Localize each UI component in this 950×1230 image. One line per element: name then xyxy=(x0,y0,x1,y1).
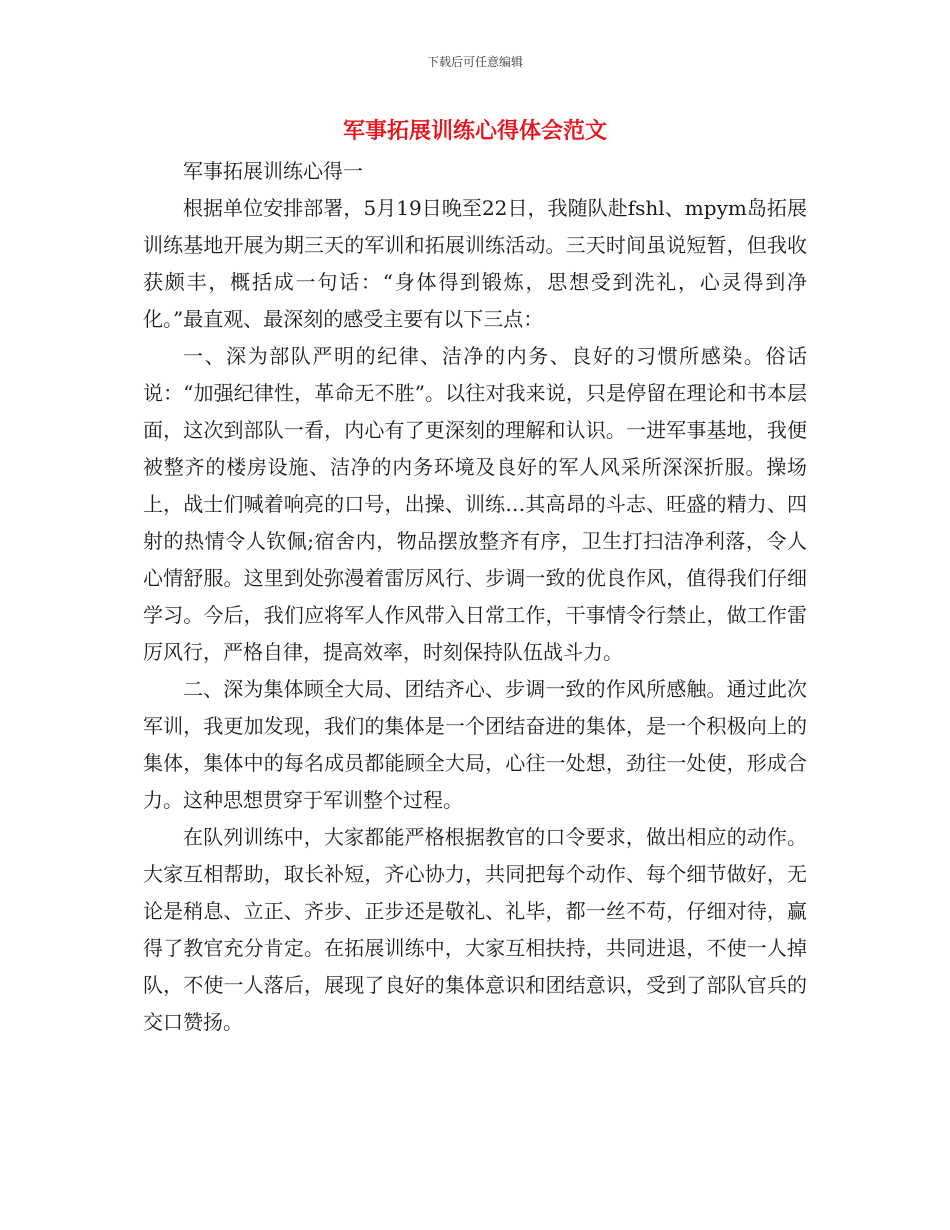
paragraph: 在队列训练中，大家都能严格根据教官的口令要求，做出相应的动作。大家互相帮助，取长补短，齐心协力，共同把每个动作、每个细节做好，无论是稍息、立正、齐步、正步还是敬礼、礼毕，都一丝不苟，仔细对待，赢得了教官充分肯定。在拓展训练中，大家互相扶持，共同进退，不使一人掉队，不使一人落后，展现了良好的集体意识和团结意识，受到了部队官兵的交口赞扬。 xyxy=(143,825,807,1034)
header-note: 下载后可任意编辑 xyxy=(426,55,523,69)
paragraph: 根据单位安排部署，5月19日晚至22日，我随队赴fshl、mpym岛拓展训练基地开展为期三天的军训和拓展训练活动。三天时间虽说短暂，但我收获颇丰，概括成一句话：“身体得到锻炼，思想受到洗礼，心灵得到净化。”最直观、最深刻的感受主要有以下三点： xyxy=(143,196,807,331)
paragraph: 二、深为集体顾全大局、团结齐心、步调一致的作风所感触。通过此次军训，我更加发现，我们的集体是一个团结奋进的集体，是一个积极向上的集体，集体中的每名成员都能顾全大局，心往一处想，劲往一处使，形成合力。这种思想贯穿于军训整个过程。 xyxy=(143,677,807,812)
document-title: 军事拓展训练心得体会范文 xyxy=(342,118,607,144)
document-body xyxy=(143,153,807,1041)
paragraph: 一、深为部队严明的纪律、洁净的内务、良好的习惯所感染。俗话说：“加强纪律性，革命无不胜”。以往对我来说，只是停留在理论和书本层面，这次到部队一看，内心有了更深刻的理解和认识。一进军事基地，我便被整齐的楼房设施、洁净的内务环境及良好的军人风采所深深折服。操场上，战士们喊着响亮的口号，出操、训练…其高昂的斗志、旺盛的精力、四射的热情令人钦佩;宿舍内，物品摆放整齐有序，卫生打扫洁净利落，令人心情舒服。这里到处弥漫着雷厉风行、步调一致的优良作风，值得我们仔细学习。今后，我们应将军人作风带入日常工作，干事情令行禁止，做工作雷厉风行，严格自律，提高效率，时刻保持队伍战斗力。 xyxy=(143,344,807,664)
section-heading: 军事拓展训练心得一 xyxy=(183,159,363,183)
